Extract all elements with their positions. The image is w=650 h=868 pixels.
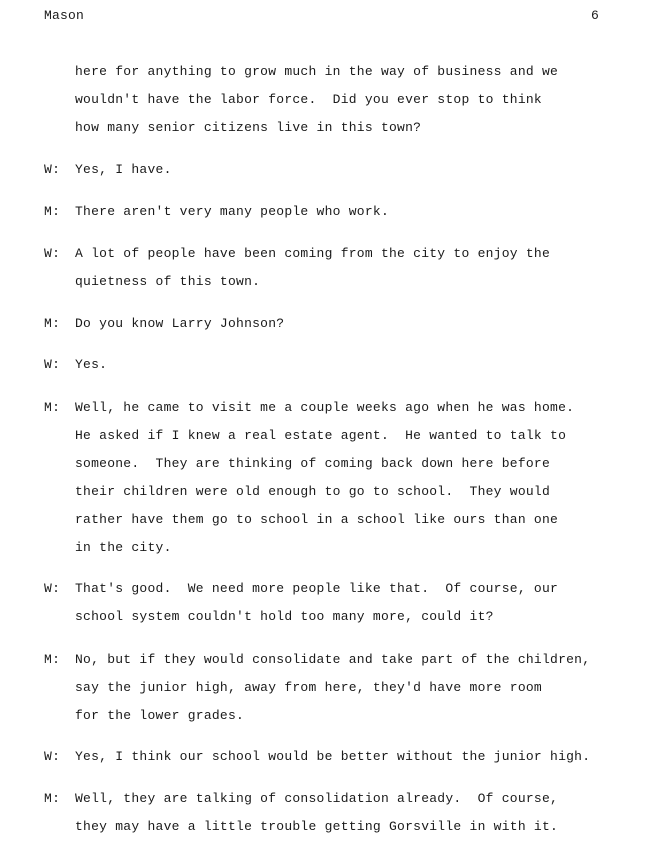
header-name: Mason <box>44 8 85 23</box>
speaker-label: M: <box>44 400 61 415</box>
dialogue-line: Yes. <box>75 357 108 372</box>
dialogue-line: they may have a little trouble getting Gorsville in with it. <box>75 819 559 834</box>
dialogue-line: rather have them go to school in a school like ours than one <box>75 512 559 527</box>
dialogue-line: how many senior citizens live in this town? <box>75 120 422 135</box>
dialogue-line: their children were old enough to go to school. They would <box>75 484 551 499</box>
dialogue-line: someone. They are thinking of coming back down here before <box>75 456 551 471</box>
speaker-label: W: <box>44 581 61 596</box>
dialogue-line: Do you know Larry Johnson? <box>75 316 285 331</box>
dialogue-line: No, but if they would consolidate and take part of the children, <box>75 652 591 667</box>
dialogue-line: Well, he came to visit me a couple weeks ago when he was home. <box>75 400 575 415</box>
speaker-label: W: <box>44 246 61 261</box>
speaker-label: M: <box>44 652 61 667</box>
dialogue-line: quietness of this town. <box>75 274 261 289</box>
dialogue-line: That's good. We need more people like that. Of course, our <box>75 581 559 596</box>
dialogue-line: school system couldn't hold too many more, could it? <box>75 609 494 624</box>
dialogue-line: Yes, I have. <box>75 162 172 177</box>
dialogue-line: There aren't very many people who work. <box>75 204 389 219</box>
speaker-label: W: <box>44 357 61 372</box>
dialogue-line: He asked if I knew a real estate agent. He wanted to talk to <box>75 428 567 443</box>
dialogue-line: Well, they are talking of consolidation already. Of course, <box>75 791 559 806</box>
dialogue-line: wouldn't have the labor force. Did you ever stop to think <box>75 92 542 107</box>
speaker-label: W: <box>44 749 61 764</box>
speaker-label: M: <box>44 204 61 219</box>
page-number: 6 <box>591 8 599 23</box>
dialogue-line: for the lower grades. <box>75 708 245 723</box>
dialogue-line: in the city. <box>75 540 172 555</box>
dialogue-line: A lot of people have been coming from the city to enjoy the <box>75 246 551 261</box>
dialogue-line: here for anything to grow much in the way of business and we <box>75 64 559 79</box>
speaker-label: M: <box>44 316 61 331</box>
speaker-label: M: <box>44 791 61 806</box>
dialogue-line: say the junior high, away from here, they'd have more room <box>75 680 542 695</box>
dialogue-line: Yes, I think our school would be better without the junior high. <box>75 749 591 764</box>
speaker-label: W: <box>44 162 61 177</box>
